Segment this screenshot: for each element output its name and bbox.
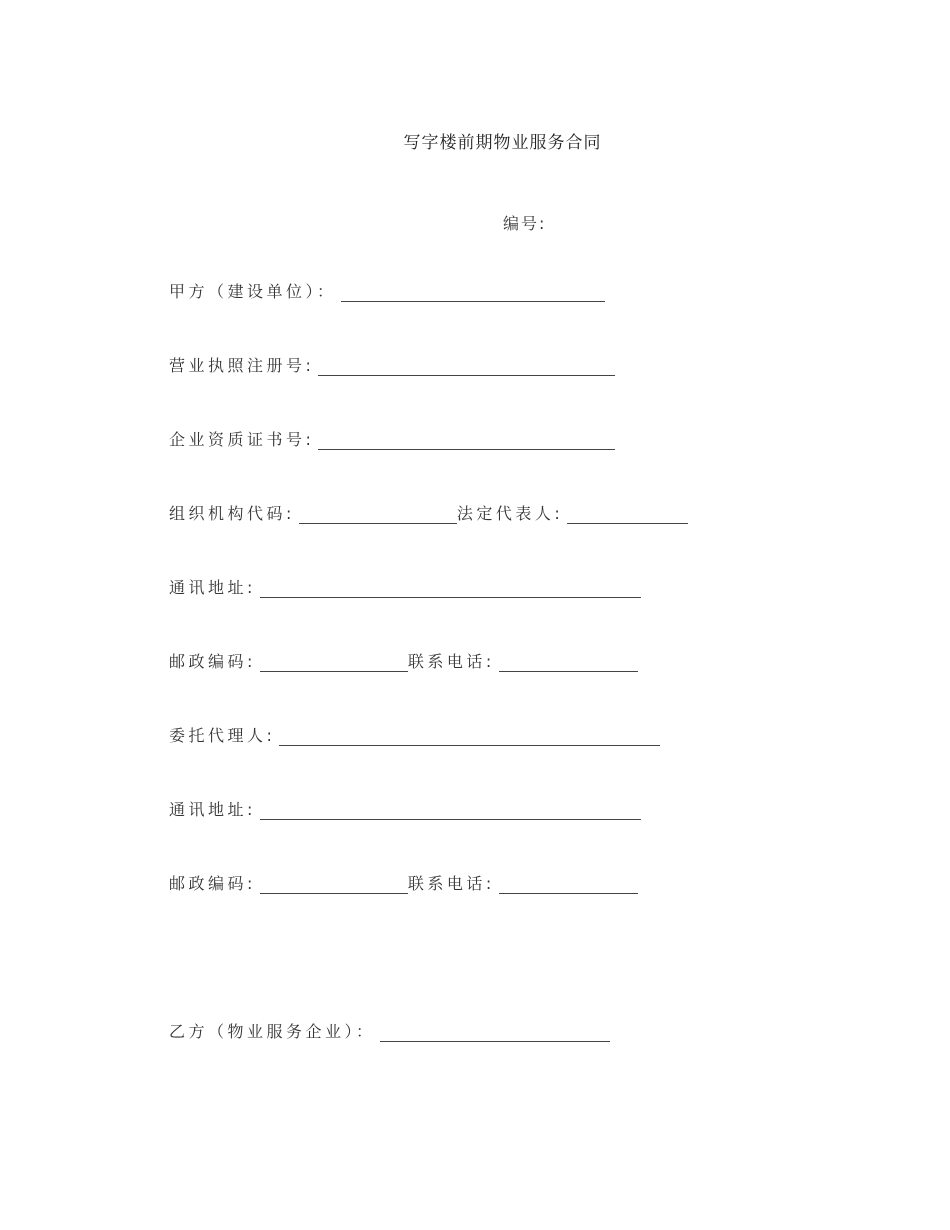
agent-field[interactable] — [279, 729, 660, 746]
business-license-row — [169, 353, 615, 377]
legal-rep-field[interactable] — [567, 507, 688, 524]
postal-code-label: 邮政编码: — [169, 652, 256, 671]
postal-phone-row — [169, 649, 638, 673]
phone-field[interactable] — [499, 655, 638, 672]
agent-row — [169, 723, 660, 747]
business-license-field[interactable] — [318, 359, 615, 376]
agent-address-label: 通讯地址: — [169, 800, 256, 819]
agent-label: 委托代理人: — [169, 726, 276, 745]
business-license-label: 营业执照注册号: — [169, 356, 315, 375]
address-label: 通讯地址: — [169, 578, 256, 597]
party-b-name-field[interactable] — [380, 1025, 610, 1042]
org-code-label: 组织机构代码: — [169, 504, 295, 523]
qualification-cert-label: 企业资质证书号: — [169, 430, 315, 449]
agent-postal-phone-row — [169, 871, 638, 895]
party-a-name-row — [169, 279, 605, 303]
agent-postal-code-field[interactable] — [260, 877, 408, 894]
party-a-name-field[interactable] — [341, 285, 605, 302]
party-a-name-label: 甲方（建设单位）： — [169, 282, 337, 301]
phone-label: 联系电话: — [407, 652, 495, 671]
party-b-name-row — [169, 1019, 610, 1043]
postal-code-field[interactable] — [260, 655, 408, 672]
agent-address-row — [169, 797, 641, 821]
org-code-row — [169, 501, 688, 525]
address-field[interactable] — [260, 581, 641, 598]
party-b-name-label: 乙方（物业服务企业）： — [169, 1022, 376, 1041]
agent-address-field[interactable] — [260, 803, 641, 820]
legal-rep-label: 法定代表人: — [456, 504, 564, 523]
document-number-label: 编号: — [503, 214, 547, 233]
qualification-cert-row — [169, 427, 615, 451]
agent-phone-field[interactable] — [499, 877, 638, 894]
address-row — [169, 575, 641, 599]
agent-phone-label: 联系电话: — [407, 874, 495, 893]
agent-postal-code-label: 邮政编码: — [169, 874, 256, 893]
document-title: 写字楼前期物业服务合同 — [403, 133, 602, 153]
qualification-cert-field[interactable] — [318, 433, 615, 450]
org-code-field[interactable] — [299, 507, 457, 524]
